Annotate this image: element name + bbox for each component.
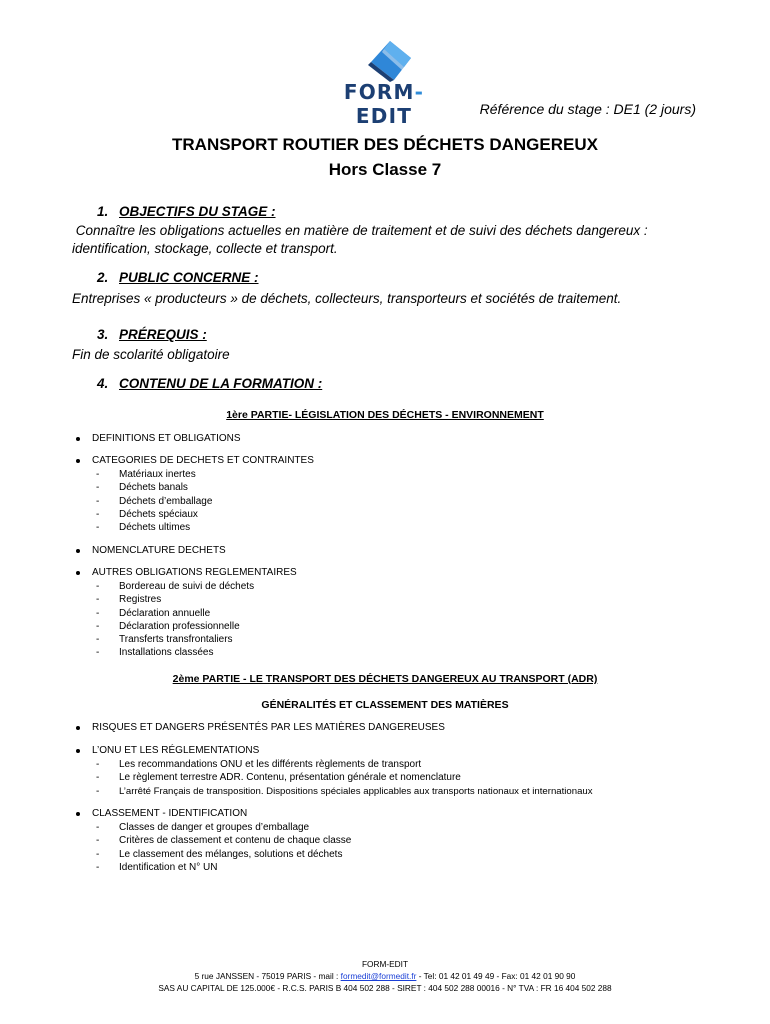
bullet-icon	[76, 571, 80, 575]
document-title: TRANSPORT ROUTIER DES DÉCHETS DANGEREUX	[172, 135, 598, 154]
section-text-audience: Entreprises « producteurs » de déchets, collecteurs, transporteurs et sociétés de traitement.	[72, 291, 622, 306]
section-heading-objectives: 1. OBJECTIFS DU STAGE :	[97, 204, 276, 219]
page-footer	[0, 958, 770, 994]
section-heading-content: 4. CONTENU DE LA FORMATION :	[97, 376, 323, 391]
bullet-icon	[76, 459, 80, 463]
bullet-icon	[76, 812, 80, 816]
footer-address: 5 rue JANSSEN - 75019 PARIS - mail : formedit@formedit.fr - Tel: 01 42 01 49 49 - Fax: 01 42 01 90 90	[194, 971, 576, 981]
section-heading-audience: 2. PUBLIC CONCERNE :	[97, 270, 259, 285]
footer-email-link[interactable]: formedit@formedit.fr	[340, 971, 417, 981]
form-edit-logo	[318, 40, 450, 128]
section-text-prerequisites: Fin de scolarité obligatoire	[72, 347, 230, 362]
part2-heading: 2ème PARTIE - LE TRANSPORT DES DÉCHETS DANGEREUX AU TRANSPORT (ADR)	[172, 673, 598, 685]
footer-legal: SAS AU CAPITAL DE 125.000€ - R.C.S. PARIS B 404 502 288 - SIRET : 404 502 288 00016 - N° TVA : FR 16 404 502 288	[158, 983, 612, 993]
section-text-objectives: Connaître les obligations actuelles en matière de traitement et de suivi des déchets dangereux : identification, stockage, collecte et transport.	[72, 223, 652, 256]
document-page: FORM-EDIT Référence du stage : DE1 (2 jours) TRANSPORT ROUTIER DES DÉCHETS DANGEREUX Hors Classe 7 1. OBJECTIFS DU STAGE : Connaître les obligations actuelles en matière de traitement et de suivi des déchets dangereux : identification, stockage, collecte et transport. 2. PUBLIC CONCERNE : Entreprises « producteurs » de déchets, collecteurs, transporteurs et sociétés de traitement. 3. PRÉREQUIS : Fin de scolarité obligatoire 4. CONTENU DE LA FORMATION : 1ère PARTIE- LÉGISLATION DES DÉCHETS - ENVIRONNEMENT DEFINITIONS ET OBLIGATIONS CATEGORIES DE DECHETS ET CONTRAINTES - Matériaux inertes - Déchets banals - Déchets d’emballage - Déchets spéciaux - Déchets ultimes NOMENCLATURE DECHETS AUTRES OBLIGATIONS REGLEMENTAIRES - Bordereau de suivi de déchets - Registres - Déclaration annuelle - Déclaration professionnelle - Transferts transfrontaliers - Installations classées 2ème PARTIE - LE TRANSPORT DES DÉCHETS DANGEREUX AU TRANSPORT (ADR) GÉNÉRALITÉS ET CLASSEMENT DES MATIÈRES RISQUES ET DANGERS PRÉSENTÉS PAR LES MATIÈRES DANGEREUSES L’ONU ET LES RÉGLEMENTATIONS - Les recommandations ONU et les différents règlements de transport - Le règlement terrestre ADR. Contenu, présentation générale et nomenclature - L’arrêté Français de transposition. Dispositions spéciales applicables aux transports nationaux et internationaux CLASSEMENT - IDENTIFICATION - Classes de danger et groupes d’emballage - Critères de classement et contenu de chaque classe - Le classement des mélanges, solutions et déchets - Identification et N° UN FORM-EDIT 5 rue JANSSEN - 75019 PARIS - mail : formedit@formedit.fr - Tel: 01 42 01 49 49 - Fax: 01 42 01 90 90 SAS AU CAPITAL DE 125.000€ - R.C.S. PARIS B 404 502 288 - SIRET : 404 502 288 00016 - N° TVA : FR 16 404 502 288	[0, 0, 770, 1024]
footer-company: FORM-EDIT	[361, 959, 409, 969]
document-subtitle: Hors Classe 7	[328, 160, 442, 179]
part1-heading: 1ère PARTIE- LÉGISLATION DES DÉCHETS - ENVIRONNEMENT	[226, 409, 544, 421]
bullet-icon	[76, 749, 80, 753]
logo-wordmark: FORM-EDIT	[343, 80, 425, 128]
part2-subheading: GÉNÉRALITÉS ET CLASSEMENT DES MATIÈRES	[261, 699, 509, 711]
section-heading-prerequisites: 3. PRÉREQUIS :	[97, 327, 207, 342]
logo-mark-icon	[368, 40, 412, 82]
bullet-icon	[76, 726, 80, 730]
course-reference: Référence du stage : DE1 (2 jours)	[479, 101, 696, 117]
bullet-icon	[76, 437, 80, 441]
bullet-icon	[76, 549, 80, 553]
